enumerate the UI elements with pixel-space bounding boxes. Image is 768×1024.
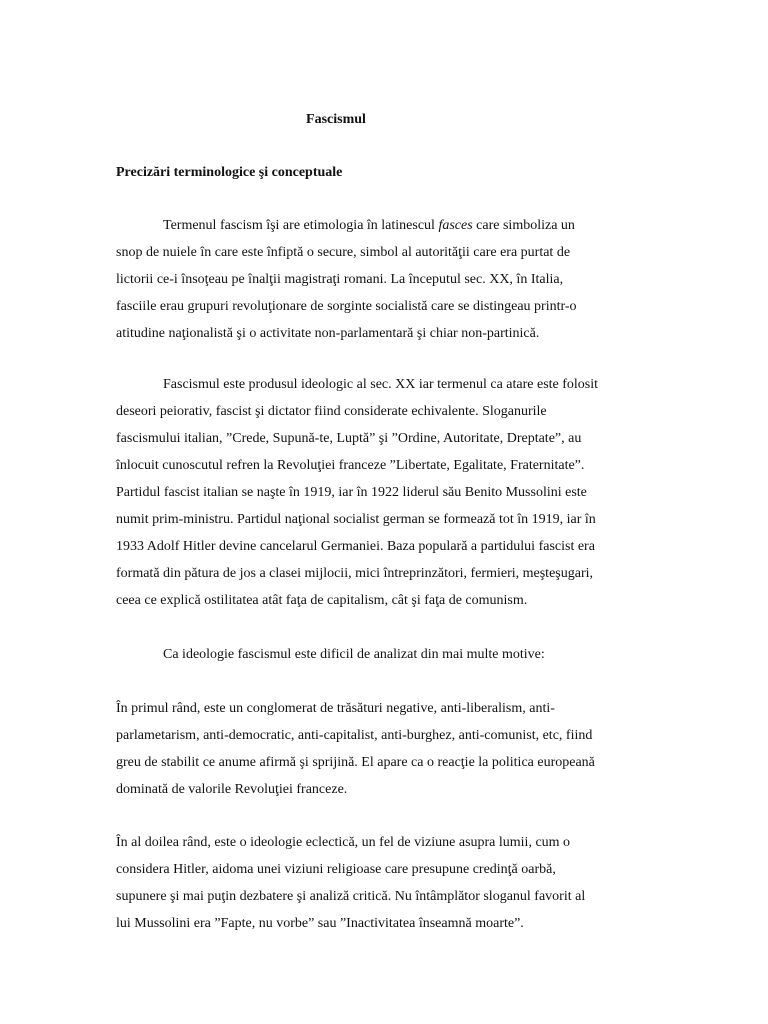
paragraph-3 <box>116 641 656 668</box>
paragraph-line: formată din pătura de jos a clasei mijlocii, mici întreprinzători, fermieri, meşteşugari, <box>116 566 593 581</box>
paragraph-4 <box>116 695 656 803</box>
paragraph-line: ceea ce explică ostilitatea atât faţa de capitalism, cât şi faţa de comunism. <box>116 593 528 608</box>
paragraph-2 <box>116 371 656 614</box>
paragraph-line: supunere şi mai puţin dezbatere şi analiză critică. Nu întâmplător sloganul favorit al <box>116 889 586 904</box>
paragraph-line: atitudine naţionalistă şi o activitate non-parlamentară şi chiar non-partinică. <box>116 326 540 341</box>
paragraph-line: Fascismul este produsul ideologic al sec. XX iar termenul ca atare este folosit <box>163 377 599 392</box>
paragraph-line <box>116 212 656 239</box>
paragraph-line: deseori peiorativ, fascist şi dictator fiind considerate echivalente. Sloganurile <box>116 404 547 419</box>
italic-term: fasces <box>438 218 473 233</box>
paragraph-line: parlametarism, anti-democratic, anti-capitalist, anti-burghez, anti-comunist, etc, fiind <box>116 728 593 743</box>
paragraph-line: În primul rând, este un conglomerat de trăsături negative, anti-liberalism, anti- <box>116 701 555 716</box>
paragraph-line: lictorii ce-i însoţeau pe înalţii magistraţi romani. La începutul sec. XX, în Italia, <box>116 272 564 287</box>
section-heading: Precizări terminologice şi conceptuale <box>116 165 343 180</box>
paragraph-line: greu de stabilit ce anume afirmă şi sprijină. El apare ca o reacţie la politica europeană <box>116 755 595 770</box>
paragraph-line: înlocuit cunoscutul refren la Revoluţiei franceze ”Libertate, Egalitate, Fraternitate”. <box>116 458 585 473</box>
paragraph-line: considera Hitler, aidoma unei viziuni religioase care presupune credinţă oarbă, <box>116 862 556 877</box>
text-span: Termenul fascism îşi are etimologia în latinescul <box>163 218 439 233</box>
paragraph-line: 1933 Adolf Hitler devine cancelarul Germaniei. Baza populară a partidului fascist era <box>116 539 595 554</box>
paragraph-line: Ca ideologie fascismul este dificil de analizat din mai multe motive: <box>163 647 545 662</box>
paragraph-line: fascismului italian, ”Crede, Supună-te, Luptă” şi ”Ordine, Autoritate, Dreptate”, au <box>116 431 582 446</box>
paragraph-line: În al doilea rând, este o ideologie eclectică, un fel de viziune asupra lumii, cum o <box>116 835 571 850</box>
document-title: Fascismul <box>306 112 366 127</box>
paragraph-line: dominată de valorile Revoluţiei franceze. <box>116 782 348 797</box>
paragraph-line: numit prim-ministru. Partidul naţional socialist german se formează tot în 1919, iar în <box>116 512 596 527</box>
paragraph-5 <box>116 829 656 937</box>
text-span: care simboliza un <box>472 218 575 233</box>
paragraph-line: fasciile erau grupuri revoluţionare de sorginte socialistă care se distingeau printr-o <box>116 299 577 314</box>
paragraph-line: snop de nuiele în care este înfiptă o secure, simbol al autorităţii care era purtat de <box>116 245 571 260</box>
paragraph-line: lui Mussolini era ”Fapte, nu vorbe” sau ”Inactivitatea înseamnă moarte”. <box>116 916 524 931</box>
paragraph-line: Partidul fascist italian se naşte în 1919, iar în 1922 liderul său Benito Mussolini este <box>116 485 587 500</box>
paragraph-1 <box>116 212 656 347</box>
